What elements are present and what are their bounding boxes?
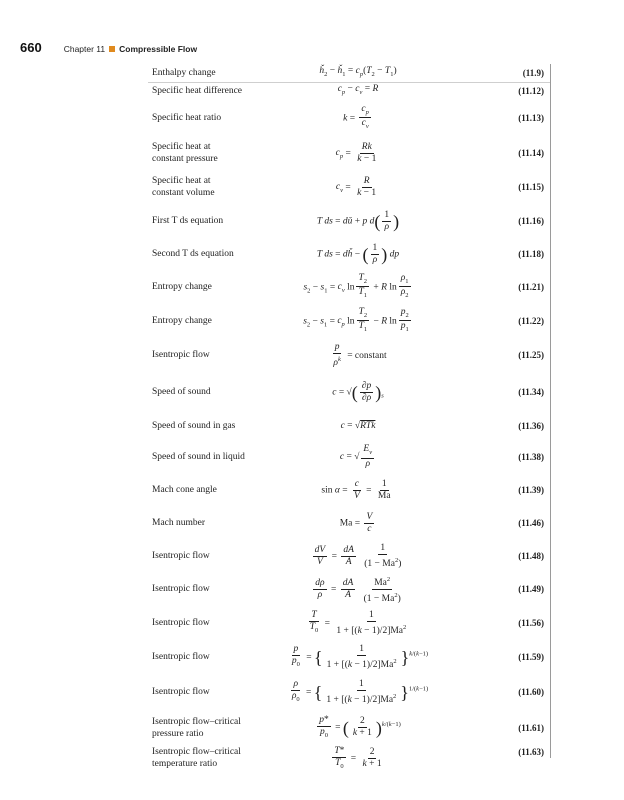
equation-label bbox=[152, 420, 235, 432]
chapter-label: Chapter 11 bbox=[63, 44, 106, 54]
equation-number: (11.34) bbox=[518, 386, 544, 397]
equation-row bbox=[148, 710, 550, 746]
equation-number: (11.61) bbox=[518, 722, 544, 733]
equation-label-line: Isentropic flow bbox=[152, 551, 210, 561]
equation-label bbox=[152, 315, 212, 327]
equation-label-line: Isentropic flow–critical bbox=[152, 717, 241, 727]
equation: $c_p - c_v = R$ bbox=[337, 84, 379, 96]
equation-summary-table bbox=[148, 64, 551, 770]
equation-label-line: First T ds equation bbox=[152, 216, 224, 226]
equation-number: (11.46) bbox=[518, 517, 544, 528]
equation-number: (11.9) bbox=[522, 67, 544, 78]
equation: $\frac{p}{\rho^k}$ = constant bbox=[333, 341, 387, 368]
equation: $\frac{d\rho}{\rho}$ = $\frac{dA}{A}$ $\frac{Ma^2}{(1 - Ma^2)}$ bbox=[315, 575, 401, 604]
equation-row bbox=[148, 674, 550, 710]
equation-label bbox=[152, 484, 217, 496]
equation-row bbox=[148, 540, 550, 572]
equation: Ma = $\frac{V}{c}$ bbox=[339, 511, 373, 534]
equation: $\frac{T*}{T_0}$ = $\frac{2}{k + 1}$ bbox=[334, 746, 382, 770]
equation-label-line: Specific heat difference bbox=[152, 86, 243, 96]
equation-label-line: constant pressure bbox=[152, 154, 218, 164]
equation: $ȟ_2$ − $ȟ_1 = c_p(T_2 - T_1)$ bbox=[319, 66, 397, 78]
equation-number: (11.16) bbox=[518, 215, 544, 226]
equation: $s_2 - s_1 = c_p$ ln $\frac{T_2}{T_1}$ − R ln $\frac{p_2}{p_1}$ bbox=[303, 306, 409, 334]
equation: $s_2 - s_1 = c_v$ ln $\frac{T_2}{T_1}$ + R ln $\frac{\rho_1}{\rho_2}$ bbox=[303, 272, 409, 300]
equation-number: (11.13) bbox=[518, 112, 544, 123]
equation-label bbox=[152, 175, 215, 199]
equation-row bbox=[148, 136, 550, 170]
equation-number: (11.12) bbox=[518, 85, 544, 96]
equation-row bbox=[148, 440, 550, 474]
equation: sin α = $\frac{c}{V}$ = $\frac{1}{Ma}$ bbox=[321, 478, 391, 501]
equation: c = √RTk bbox=[340, 421, 376, 431]
equation-label bbox=[152, 617, 210, 629]
equation-row bbox=[148, 640, 550, 674]
equation-label bbox=[152, 215, 223, 227]
equation-row bbox=[148, 82, 550, 100]
equation-row bbox=[148, 506, 550, 540]
chapter-title: Compressible Flow bbox=[119, 44, 198, 54]
equation-number: (11.38) bbox=[518, 451, 544, 462]
equation-number: (11.21) bbox=[518, 281, 544, 292]
equation-label-line: Mach cone angle bbox=[152, 485, 217, 495]
equation-label-line: Speed of sound in gas bbox=[152, 421, 236, 431]
equation-label bbox=[152, 248, 234, 260]
equation-row bbox=[148, 572, 550, 606]
equation-label-line: Entropy change bbox=[152, 316, 212, 326]
equation-label-line: Isentropic flow bbox=[152, 584, 210, 594]
equation-row bbox=[148, 606, 550, 640]
equation: $\frac{T}{T_0}$ = $\frac{1}{1 + [(k - 1)/2]Ma^2}$ bbox=[309, 609, 407, 636]
equation-label bbox=[152, 349, 210, 361]
table-right-rule bbox=[550, 64, 551, 758]
equation: $c_p$ = $\frac{Rk}{k - 1}$ bbox=[335, 141, 377, 164]
equation-label bbox=[152, 517, 205, 529]
equation-label-line: Isentropic flow bbox=[152, 618, 210, 628]
equation-number: (11.63) bbox=[518, 746, 544, 757]
equation-label bbox=[152, 141, 218, 165]
page-header bbox=[20, 40, 197, 58]
equation-row bbox=[148, 474, 550, 506]
equation-row bbox=[148, 746, 550, 770]
equation-label-line: Second T ds equation bbox=[152, 249, 234, 259]
equation-number: (11.60) bbox=[518, 686, 544, 697]
equation-label bbox=[152, 85, 242, 97]
equation: k = $\frac{c_p}{c_v}$ bbox=[343, 103, 369, 131]
equation-number: (11.49) bbox=[518, 583, 544, 594]
equation-label bbox=[152, 281, 212, 293]
page-number: 660 bbox=[20, 40, 42, 55]
equation-label bbox=[152, 451, 245, 463]
equation-row bbox=[148, 100, 550, 136]
equation-label-line: Enthalpy change bbox=[152, 68, 216, 78]
equation-label-line: Mach number bbox=[152, 518, 206, 528]
equation-label-line: Isentropic flow–critical bbox=[152, 747, 241, 757]
chapter-running-head bbox=[64, 44, 197, 54]
equation-label-line: Specific heat at bbox=[152, 176, 211, 186]
equation-label bbox=[152, 386, 211, 398]
square-bullet-icon bbox=[109, 46, 115, 52]
equation-label-line: constant volume bbox=[152, 188, 215, 198]
equation-label bbox=[152, 651, 210, 663]
equation: $\frac{dV}{V}$ = $\frac{dA}{A}$ $\frac{1}{(1 - Ma^2)}$ bbox=[314, 542, 402, 569]
equation-label-line: pressure ratio bbox=[152, 729, 204, 739]
equation-row bbox=[148, 304, 550, 338]
equation-number: (11.18) bbox=[518, 248, 544, 259]
equation-number: (11.22) bbox=[518, 315, 544, 326]
equation-label bbox=[152, 112, 221, 124]
equation-number: (11.48) bbox=[518, 550, 544, 561]
equation-row bbox=[148, 338, 550, 372]
equation-label-line: Specific heat ratio bbox=[152, 113, 222, 123]
equation-number: (11.36) bbox=[518, 420, 544, 431]
equation-label bbox=[152, 67, 216, 79]
equation: T ds = dȟ − ( $\frac{1}{\rho}$ ) dp bbox=[316, 242, 400, 265]
equation-row bbox=[148, 372, 550, 412]
equation-label-line: Isentropic flow bbox=[152, 652, 210, 662]
equation-label-line: temperature ratio bbox=[152, 759, 218, 769]
equation-label bbox=[152, 686, 210, 698]
equation-label-line: Entropy change bbox=[152, 282, 212, 292]
equation-label bbox=[152, 550, 210, 562]
equation-row bbox=[148, 64, 550, 82]
equation-number: (11.14) bbox=[518, 147, 544, 158]
equation-row bbox=[148, 204, 550, 238]
equation-row bbox=[148, 270, 550, 304]
equation-label-line: Isentropic flow bbox=[152, 350, 210, 360]
equation: T ds = dǔ + p d( $\frac{1}{\rho}$ ) bbox=[316, 209, 400, 232]
equation-row bbox=[148, 238, 550, 270]
equation-row bbox=[148, 412, 550, 440]
equation-number: (11.39) bbox=[518, 484, 544, 495]
equation-label-line: Isentropic flow bbox=[152, 687, 210, 697]
equation: $c_v$ = $\frac{R}{k - 1}$ bbox=[335, 175, 377, 198]
equation: c = √ $\frac{E_v}{\rho}$ bbox=[339, 444, 373, 469]
equation-label bbox=[152, 583, 210, 595]
equation-number: (11.15) bbox=[518, 181, 544, 192]
equation-row bbox=[148, 170, 550, 204]
equation-label-line: Speed of sound in liquid bbox=[152, 452, 245, 462]
equation-label-line: Speed of sound bbox=[152, 387, 211, 397]
equation: $\frac{p}{p_0}$ = { $\frac{1}{1 + [(k - 1)/2]Ma^2}$ }$^{k/(k-1)}$ bbox=[291, 643, 429, 670]
equation: $\frac{\rho}{\rho_0}$ = { $\frac{1}{1 + [(k - 1)/2]Ma^2}$ }$^{1/(k-1)}$ bbox=[291, 678, 429, 705]
equation: c = √( $\frac{\partial p}{\partial\rho}$ )$_s$ bbox=[332, 380, 384, 403]
equation-label bbox=[152, 716, 241, 740]
equation-label bbox=[152, 746, 241, 770]
equation-number: (11.59) bbox=[518, 651, 544, 662]
equation-label-line: Specific heat at bbox=[152, 142, 211, 152]
equation: $\frac{p*}{p_0}$ = ( $\frac{2}{k + 1}$ )$^{k/(k-1)}$ bbox=[319, 715, 401, 739]
equation-number: (11.25) bbox=[518, 349, 544, 360]
equation-number: (11.56) bbox=[518, 617, 544, 628]
